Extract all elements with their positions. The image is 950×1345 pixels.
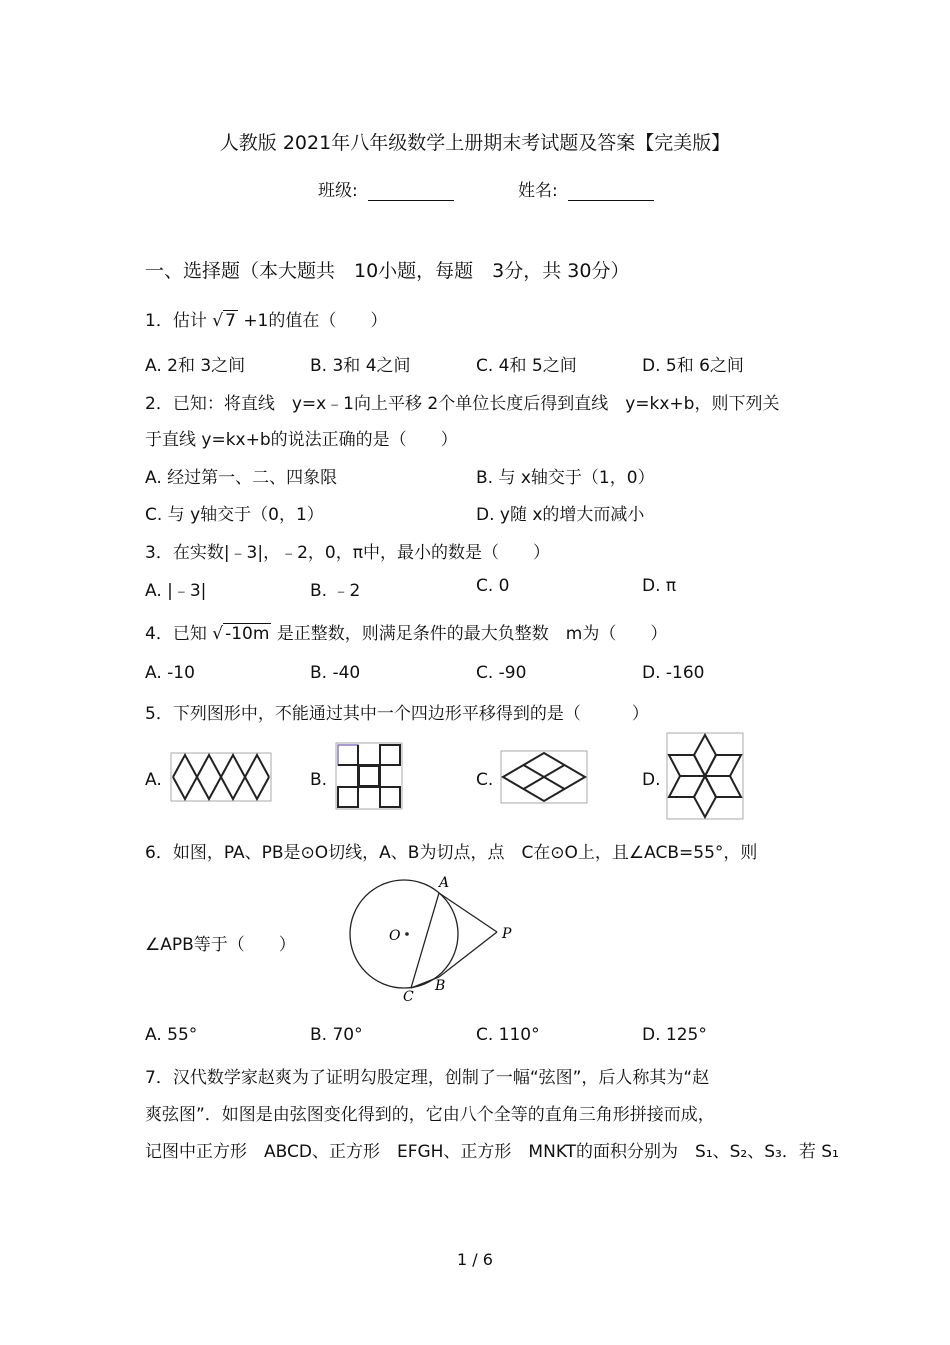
page-title: 人教版 2021年八年级数学上册期末考试题及答案【完美版】 — [219, 132, 731, 154]
q3-option-b[interactable]: B. ﹣2 — [310, 581, 361, 601]
name-field — [518, 176, 654, 201]
q5-option-d[interactable]: D. — [642, 770, 661, 790]
question-2-line1: 2．已知：将直线 y=x﹣1向上平移 2个单位长度后得到直线 y=kx+b，则下列关 — [145, 394, 780, 414]
q1-option-b[interactable]: B. 3和 4之间 — [310, 356, 411, 376]
q1-option-c[interactable]: C. 4和 5之间 — [476, 356, 577, 376]
question-2-line2: 于直线 y=kx+b的说法正确的是（ ） — [145, 430, 458, 450]
q2-option-b[interactable]: B. 与 x轴交于（1，0） — [476, 468, 655, 488]
question-7-line1: 7．汉代数学家赵爽为了证明勾股定理，创制了一幅“弦图”，后人称其为“赵 — [145, 1068, 710, 1088]
label-p: P — [502, 926, 512, 942]
question-6-line1: 6．如图，PA、PB是⊙O切线，A、B为切点，点 C在⊙O上，且∠ACB=55°，则 — [145, 843, 758, 863]
sqrt-sign: √ -10m — [212, 624, 270, 644]
q2-option-d[interactable]: D. y随 x的增大而减小 — [476, 505, 645, 525]
q6-option-b[interactable]: B. 70° — [310, 1025, 363, 1045]
q5-figure-c — [500, 750, 588, 804]
q6-circle-figure — [345, 868, 525, 1008]
q4-radicand: -10m — [225, 624, 270, 644]
q6-option-c[interactable]: C. 110° — [476, 1025, 540, 1045]
label-c: C — [403, 989, 414, 1005]
q6-option-a[interactable]: A. 55° — [145, 1025, 198, 1045]
q5-option-a[interactable]: A. — [145, 770, 162, 790]
q4-option-b[interactable]: B. -40 — [310, 663, 361, 683]
label-a: A — [439, 875, 450, 891]
q5-figure-b — [335, 742, 403, 810]
q1-pre: 1．估计 — [145, 311, 207, 331]
name-blank[interactable] — [568, 182, 654, 201]
label-b: B — [435, 978, 446, 994]
q1-post: +1的值在（ ） — [243, 311, 388, 331]
q1-option-a[interactable]: A. 2和 3之间 — [145, 356, 246, 376]
q1-option-d[interactable]: D. 5和 6之间 — [642, 356, 744, 376]
q5-figure-a — [170, 752, 272, 802]
q6-option-d[interactable]: D. 125° — [642, 1025, 707, 1045]
question-7-line3: 记图中正方形 ABCD、正方形 EFGH、正方形 MNKT的面积分别为 S₁、S₂、S₃．若 S₁ — [145, 1142, 839, 1162]
q2-option-c[interactable]: C. 与 y轴交于（0，1） — [145, 505, 324, 525]
page-number: 1 / 6 — [457, 1250, 493, 1269]
label-o: O — [389, 928, 401, 944]
q1-radicand: 7 — [225, 311, 236, 331]
q4-pre: 4．已知 — [145, 624, 207, 644]
q3-option-d[interactable]: D. π — [642, 576, 677, 596]
sqrt-sign: √ 7 — [212, 311, 236, 331]
question-1 — [145, 306, 387, 331]
q3-option-a[interactable]: A. |﹣3| — [145, 581, 207, 601]
name-label: 姓名: — [518, 181, 558, 201]
q4-option-d[interactable]: D. -160 — [642, 663, 705, 683]
q3-option-c[interactable]: C. 0 — [476, 576, 510, 596]
q4-option-a[interactable]: A. -10 — [145, 663, 195, 683]
class-blank[interactable] — [368, 182, 454, 201]
class-label: 班级: — [318, 181, 358, 201]
section-heading: 一、选择题（本大题共 10小题，每题 3分，共 30分） — [145, 260, 630, 282]
question-6-line2: ∠APB等于（ ） — [145, 935, 296, 955]
question-3: 3．在实数|﹣3|，﹣2，0，π中，最小的数是（ ） — [145, 543, 550, 563]
class-field — [318, 176, 454, 201]
q2-option-a[interactable]: A. 经过第一、二、四象限 — [145, 468, 338, 488]
question-4 — [145, 619, 667, 644]
q4-post: 是正整数，则满足条件的最大负整数 m为（ ） — [276, 624, 668, 644]
q4-option-c[interactable]: C. -90 — [476, 663, 527, 683]
question-7-line2: 爽弦图”．如图是由弦图变化得到的，它由八个全等的直角三角形拼接而成， — [145, 1105, 715, 1125]
q5-option-b[interactable]: B. — [310, 770, 328, 790]
q5-option-c[interactable]: C. — [476, 770, 494, 790]
q5-figure-d — [666, 732, 744, 820]
question-5: 5．下列图形中，不能通过其中一个四边形平移得到的是（ ） — [145, 704, 649, 724]
